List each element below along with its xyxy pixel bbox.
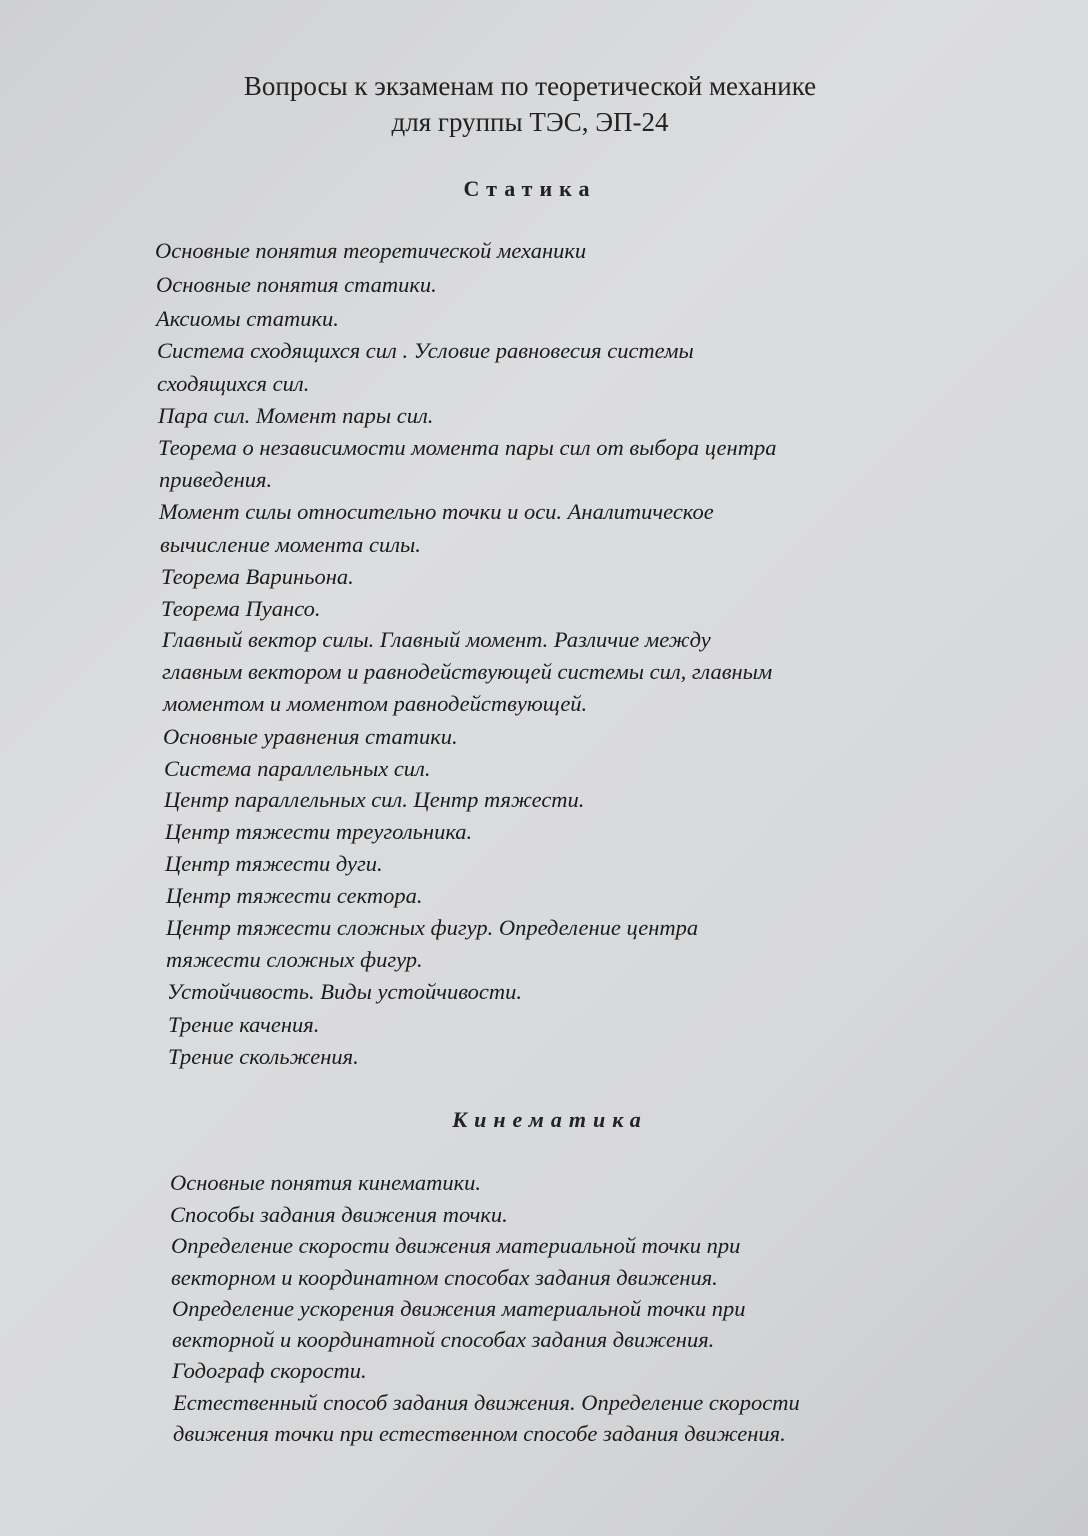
list-item: Трение качения.	[168, 1012, 320, 1037]
list-item: Устойчивость. Виды устойчивости.	[167, 979, 523, 1004]
list-item: Способы задания движения точки.	[170, 1202, 508, 1227]
list-item: движения точки при естественном способе задания движения.	[173, 1421, 786, 1446]
list-item: Основные понятия статики.	[156, 272, 437, 297]
list-item: Годограф скорости.	[172, 1358, 367, 1383]
list-item: Центр тяжести треугольника.	[165, 819, 473, 844]
section-heading-kinematics: Кинематика	[452, 1107, 648, 1132]
list-item: тяжести сложных фигур.	[166, 947, 423, 972]
list-item: Система сходящихся сил . Условие равновесия системы	[157, 338, 694, 363]
list-item: Аксиомы статики.	[156, 306, 339, 331]
list-item: вычисление момента силы.	[160, 532, 421, 557]
list-item: Теорема о независимости момента пары сил от выбора центра	[158, 435, 777, 460]
list-item: главным вектором и равнодействующей системы сил, главным	[162, 659, 773, 684]
list-item: Трение скольжения.	[168, 1044, 359, 1069]
list-item: приведения.	[159, 467, 273, 492]
list-item: Пара сил. Момент пары сил.	[158, 403, 434, 428]
list-item: Центр тяжести сектора.	[166, 883, 423, 908]
list-item: Центр параллельных сил. Центр тяжести.	[164, 787, 585, 812]
section-heading-statics: Статика	[463, 176, 597, 201]
list-item: Основные уравнения статики.	[163, 724, 458, 749]
list-item: Главный вектор силы. Главный момент. Различие между	[162, 627, 711, 652]
list-item: Основные понятия кинематики.	[170, 1170, 482, 1195]
list-item: Центр тяжести дуги.	[165, 851, 383, 876]
list-item: Система параллельных сил.	[164, 756, 431, 781]
list-item: Определение ускорения движения материальной точки при	[172, 1296, 746, 1321]
list-item: векторной и координатной способах задания движения.	[172, 1327, 715, 1352]
list-item: Момент силы относительно точки и оси. Аналитическое	[159, 499, 714, 524]
list-item: Определение скорости движения материальной точки при	[171, 1233, 741, 1258]
list-item: Основные понятия теоретической механики	[155, 238, 587, 263]
document-title-line-1: Вопросы к экзаменам по теоретической механике	[243, 71, 817, 101]
list-item: Естественный способ задания движения. Определение скорости	[173, 1390, 800, 1415]
list-item: векторном и координатном способах задания движения.	[171, 1265, 718, 1290]
list-item: сходящихся сил.	[157, 371, 310, 396]
list-item: Теорема Пуансо.	[161, 596, 321, 621]
list-item: моментом и моментом равнодействующей.	[163, 691, 588, 716]
list-item: Теорема Вариньона.	[161, 564, 354, 589]
list-item: Центр тяжести сложных фигур. Определение центра	[166, 915, 699, 940]
document-title-line-2: для группы ТЭС, ЭП-24	[391, 107, 669, 137]
